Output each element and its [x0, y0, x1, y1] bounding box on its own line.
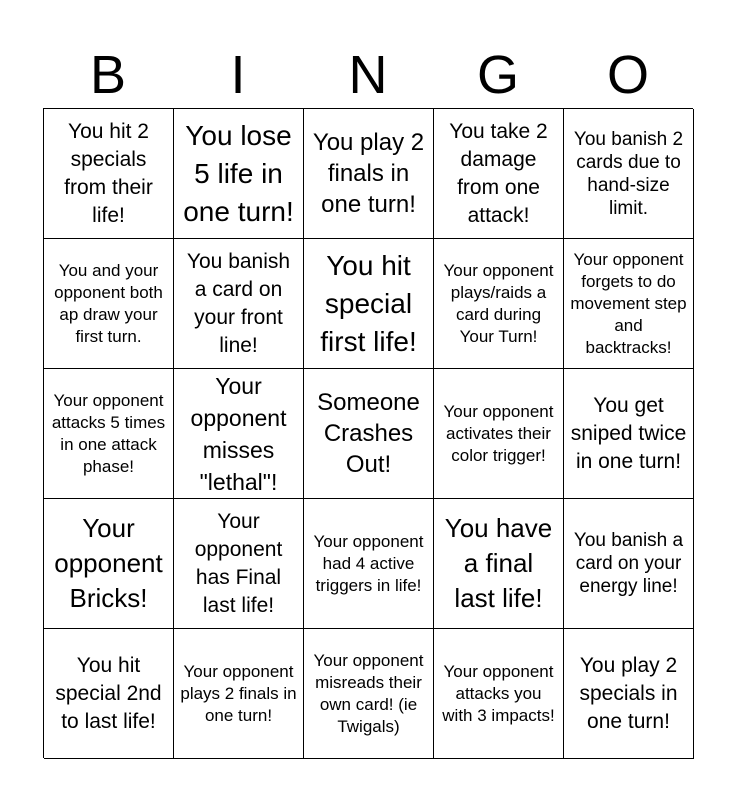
bingo-cell[interactable] — [44, 499, 174, 629]
bingo-cell[interactable] — [174, 109, 304, 239]
cell-text: You get sniped twice in one turn! — [570, 393, 687, 473]
bingo-cell[interactable] — [174, 629, 304, 759]
bingo-cell[interactable] — [304, 369, 434, 499]
cell-text: Your opponent forgets to do movement step and backtracks! — [570, 249, 687, 357]
bingo-cell[interactable] — [564, 239, 694, 369]
bingo-cell[interactable] — [304, 239, 434, 369]
header-letter-o: O — [606, 45, 649, 105]
bingo-cell[interactable] — [564, 369, 694, 499]
cell-text: Your opponent misses "lethal"! — [190, 372, 287, 495]
cell-text: You hit special 2nd to last life! — [55, 653, 162, 733]
cell-text: Your opponent plays/raids a card during Your Turn! — [443, 260, 554, 346]
bingo-cell[interactable] — [434, 629, 564, 759]
bingo-cell[interactable] — [434, 239, 564, 369]
bingo-card-grid — [43, 108, 693, 758]
bingo-cell[interactable] — [44, 629, 174, 759]
bingo-cell[interactable] — [434, 109, 564, 239]
cell-text: You hit special first life! — [320, 249, 417, 357]
cell-text: Your opponent activates their color trigger! — [443, 401, 554, 465]
cell-text: You play 2 finals in one turn! — [312, 129, 425, 218]
bingo-cell[interactable] — [174, 499, 304, 629]
header-letter-g: G — [476, 45, 519, 105]
bingo-cell[interactable] — [174, 239, 304, 369]
bingo-cell[interactable] — [44, 109, 174, 239]
cell-text: Your opponent attacks you with 3 impacts! — [442, 661, 555, 725]
bingo-cell[interactable] — [304, 629, 434, 759]
cell-text: You and your opponent both ap draw your first turn. — [54, 260, 163, 346]
bingo-cell[interactable] — [564, 109, 694, 239]
header-letter-n: N — [348, 45, 388, 105]
cell-text: You banish 2 cards due to hand-size limit. — [573, 128, 684, 219]
bingo-cell[interactable] — [174, 369, 304, 499]
cell-text: Your opponent attacks 5 times in one attack phase! — [51, 390, 166, 476]
bingo-cell[interactable] — [564, 499, 694, 629]
bingo-cell[interactable] — [434, 499, 564, 629]
bingo-cell[interactable] — [44, 239, 174, 369]
cell-text: Your opponent has Final last life! — [194, 509, 283, 617]
cell-text: Your opponent Bricks! — [54, 513, 163, 613]
cell-text: You take 2 damage from one attack! — [449, 119, 548, 227]
cell-text: You have a final last life! — [444, 513, 553, 613]
cell-text: Your opponent plays 2 finals in one turn! — [180, 661, 297, 725]
bingo-cell[interactable] — [304, 109, 434, 239]
bingo-cell[interactable] — [304, 499, 434, 629]
header-letter-b: B — [89, 45, 127, 105]
bingo-cell[interactable] — [564, 629, 694, 759]
bingo-cell[interactable] — [44, 369, 174, 499]
cell-text: You banish a card on your energy line! — [573, 530, 684, 597]
cell-text: Your opponent had 4 active triggers in life! — [313, 531, 424, 595]
cell-text: You lose 5 life in one turn! — [183, 119, 294, 227]
cell-text: Your opponent misreads their own card! (ie Twigals) — [313, 650, 424, 736]
cell-text: You hit 2 specials from their life! — [64, 119, 153, 227]
header-letter-i: I — [230, 45, 246, 105]
cell-text: Someone Crashes Out! — [317, 389, 420, 478]
bingo-header — [43, 42, 693, 108]
cell-text: You play 2 specials in one turn! — [579, 653, 678, 733]
bingo-cell[interactable] — [434, 369, 564, 499]
cell-text: You banish a card on your front line! — [186, 249, 291, 357]
